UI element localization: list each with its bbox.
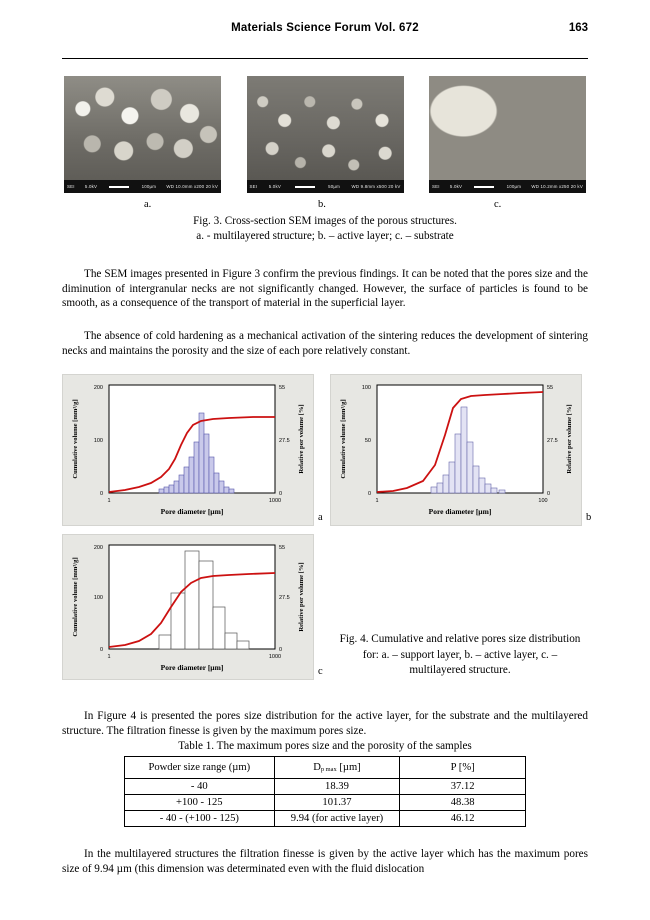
chart-b-ylabel: Cumulative volume [mm³/g] [340,399,347,479]
table-cell-range: +100 - 125 [125,795,275,811]
chart-c-xtick-1000: 1000 [268,654,282,660]
table-row [125,779,526,795]
chart-c-letter: c [318,666,323,677]
chart-a-ytick-right-0: 0 [279,491,283,497]
chart-c-ylabel-right: Relative por volume [%] [298,562,305,632]
chart-b-ytick-50: 50 [364,438,371,444]
sem-overlay-scale-a: 100µm [141,184,157,189]
chart-support-layer [62,374,314,526]
chart-b-ytick-right-275: 27.5 [547,438,558,444]
chart-b-ytick-right-0: 0 [547,491,551,497]
chart-a-xtick-1: 1 [107,498,111,504]
sem-sublabel-a: a. [144,199,152,210]
sem-overlay-mid-b: 5.0kV [268,184,281,189]
chart-c-ytick-200: 200 [93,545,103,551]
scale-bar-icon-b [295,186,315,188]
sem-sublabel-c: c. [494,199,502,210]
sem-sublabels [64,199,586,213]
paragraph-1 [62,267,588,310]
chart-c-ytick-right-55: 55 [279,545,286,551]
sem-overlay-bar-b [247,180,404,193]
sem-sublabel-b: b. [318,199,326,210]
sem-overlay-mid-c: 5.0kV [449,184,463,189]
chart-c-ytick-0: 0 [99,647,103,653]
page-number: 163 [568,22,588,34]
paragraph-3-text: In Figure 4 is presented the pores size distribution for the active layer, for the substrate and the multilayered structure. The filtration finesse is given by the maximum pores size. [62,710,588,737]
chart-b-letter: b [586,512,592,523]
paragraph-4-text: In the multilayered structures the filtration finesse is given by the active layer which has the maximum pores size of 9.94 µm (this dimension was determinated even with the fluid dislocation [62,848,588,875]
chart-a-svg [63,375,313,525]
figure-3-caption-line1: Fig. 3. Cross-section SEM images of the porous structures. [193,215,457,227]
paragraph-1-text: The SEM images presented in Figure 3 confirm the previous findings. It can be noted that the pores size and the diminution of intergranular necks are not significantly changed. However, the surface of particles is found to be smooth, as a consequence of the transport of material in the superficial layer. [62,268,588,309]
sem-overlay-right-c: WD 10.2mm x250 20 kV [531,184,583,189]
chart-a-letter: a [318,512,323,523]
chart-active-layer [330,374,582,526]
chart-a-xlabel: Pore diameter [µm] [160,507,224,516]
chart-c-ytick-100: 100 [93,595,103,601]
table-cell-porosity: 48.38 [400,795,526,811]
chart-a-ytick-right-275: 27.5 [279,438,290,444]
table-1 [124,756,526,827]
chart-multilayered-structure [62,534,314,680]
chart-b-ytick-0: 0 [367,491,371,497]
chart-b-ylabel-right: Relative por volume [%] [566,404,573,474]
scale-bar-icon-c [474,186,494,188]
figure-3-caption [62,214,588,244]
page-header [0,22,650,34]
sem-image-row [64,76,586,198]
sem-overlay-left-c: SEI [432,184,440,189]
table-cell-porosity: 37.12 [400,779,526,795]
chart-b-xtick-1: 1 [375,498,379,504]
table-col-header-dpmax [274,757,400,779]
journal-title: Materials Science Forum Vol. 672 [231,22,419,34]
chart-b-ytick-100: 100 [361,385,371,391]
table-cell-dpmax: 101.37 [274,795,400,811]
figure-3-caption-line2: a. - multilayered structure; b. – active layer; c. – substrate [196,230,454,242]
sem-overlay-scale-c: 100µm [506,184,522,189]
paragraph-2-text: The absence of cold hardening as a mechanical activation of the sintering reduces the development of sintering necks and maintains the porosity and the size of each pore relatively constant. [62,330,588,357]
table-cell-dpmax: 18.39 [274,779,400,795]
figure-4-caption: Fig. 4. Cumulative and relative pores size distribution for: a. – support layer, b. – active layer, c. – multilayered structure. [339,633,581,676]
chart-a-ytick-right-55: 55 [279,385,286,391]
scale-bar-icon-a [109,186,129,188]
chart-a-xtick-1000: 1000 [268,498,282,504]
table-col-header-porosity: P [%] [400,757,526,779]
chart-a-ytick-0: 0 [99,491,103,497]
chart-b-svg [331,375,581,525]
sem-overlay-right-b: WD 9.8mm x500 20 kV [351,184,401,189]
table-cell-range: - 40 [125,779,275,795]
table-col-header-dpmax-sub: p max [320,766,337,773]
sem-overlay-left-b: SEI [249,184,258,189]
table-col-header-dpmax-symbol: D [313,762,321,773]
chart-c-xtick-1: 1 [107,654,111,660]
table-cell-range: - 40 - (+100 - 125) [125,811,275,827]
chart-b-xtick-100: 100 [538,498,548,504]
table-header-row [125,757,526,779]
sem-image-active-layer [247,76,404,193]
table-row [125,795,526,811]
chart-c-xlabel: Pore diameter [µm] [160,663,224,672]
table-cell-porosity: 46.12 [400,811,526,827]
sem-overlay-left-a: SEI [67,184,75,189]
sem-overlay-mid-a: 5.0kV [84,184,98,189]
chart-c-ytick-right-0: 0 [279,647,283,653]
chart-c-svg [63,535,313,679]
table-1-caption: Table 1. The maximum pores size and the porosity of the samples [178,740,472,752]
sem-overlay-right-a: WD 10.0mm x200 20 kV [166,184,218,189]
chart-a-ytick-200: 200 [93,385,103,391]
paragraph-2 [62,329,588,358]
sem-overlay-scale-b: 50µm [328,184,340,189]
sem-overlay-bar-a [64,180,221,193]
sem-image-multilayered-structure [64,76,221,193]
chart-a-ytick-100: 100 [93,438,103,444]
chart-b-ytick-right-55: 55 [547,385,554,391]
table-col-header-powder-size: Powder size range (µm) [125,757,275,779]
chart-c-ylabel: Cumulative volume [mm³/g] [72,557,79,637]
sem-overlay-bar-c [429,180,586,193]
chart-a-ylabel: Cumulative volume [mm³/g] [72,399,79,479]
header-divider [62,58,588,59]
paragraph-4 [62,847,588,876]
chart-a-ylabel-right: Relative por volume [%] [298,404,305,474]
chart-b-xlabel: Pore diameter [µm] [428,507,492,516]
table-col-header-dpmax-unit: [µm] [339,762,361,773]
paragraph-3 [62,709,588,738]
table-row [125,811,526,827]
table-cell-dpmax: 9.94 (for active layer) [274,811,400,827]
sem-image-substrate [429,76,586,193]
chart-c-ytick-right-275: 27.5 [279,595,290,601]
